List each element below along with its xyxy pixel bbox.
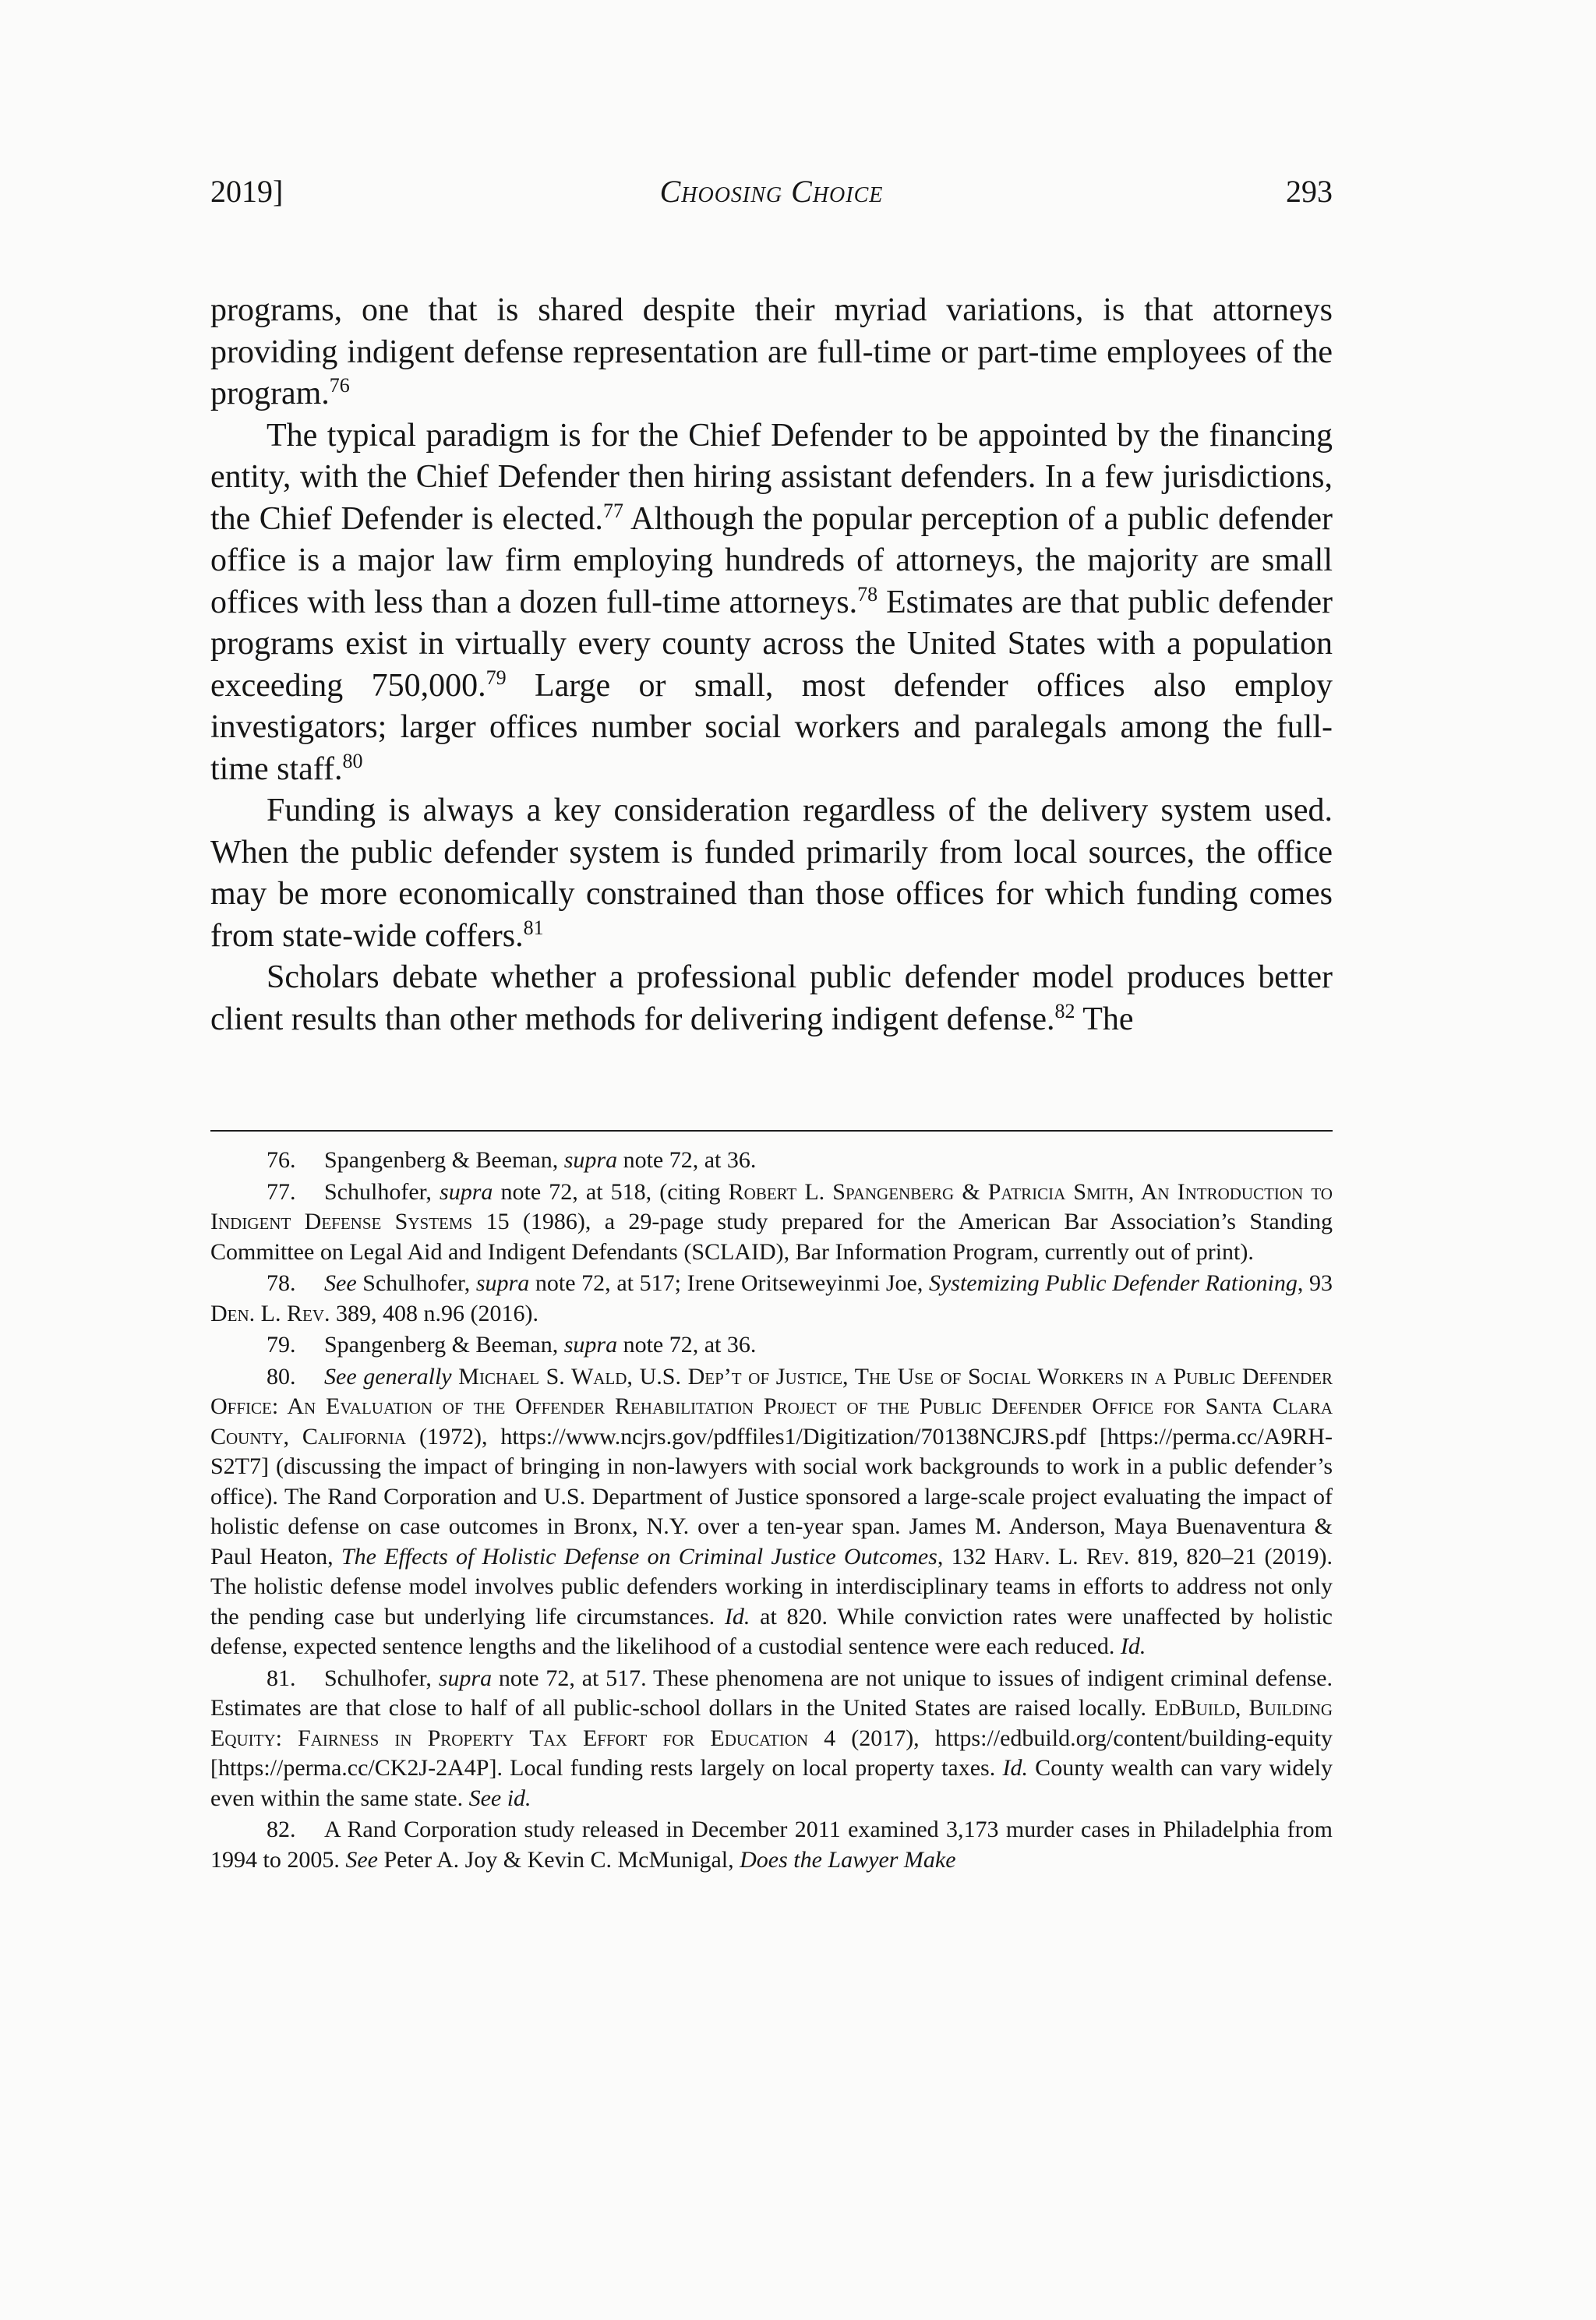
footnote-supra: supra xyxy=(475,1270,530,1296)
header-year: 2019] xyxy=(210,174,284,209)
paragraph-3-text: Funding is always a key consideration regardless of the delivery system used. When the public defender system is funded primarily from local sources, the office may be more economically constrained than those offices for which funding comes from state-wide coffers. xyxy=(210,793,1333,954)
paragraph-4-text-a: Scholars debate whether a professional public defender model produces better client results than other methods for delivering indigent defense. xyxy=(210,959,1333,1037)
footnote-article-title: Does the Lawyer Make xyxy=(740,1846,956,1873)
footnote-number: 81. xyxy=(267,1665,296,1691)
footnote-text: note 72, at 518, (citing xyxy=(493,1178,729,1205)
footnote-source-title: EdBuild, Building Equity: Fairness in Property Tax Effort for Education xyxy=(210,1695,1333,1751)
footnote-text: 819, 820–21 (2019). The holistic defense model involves public defenders working in interdisciplinary teams in efforts to address not only the pending case but underlying life circumstances. xyxy=(210,1543,1333,1630)
footnote-82 xyxy=(210,1815,1333,1875)
header-title: Choosing Choice xyxy=(659,174,884,209)
footnote-id: Id. xyxy=(1002,1755,1028,1781)
footnote-number: 82. xyxy=(267,1817,296,1842)
footnote-text: , 132 xyxy=(937,1543,994,1570)
footnote-source-title: Robert L. Spangenberg & Patricia Smith, An Introduction to Indigent Defense Systems xyxy=(210,1178,1333,1234)
footnote-76 xyxy=(210,1146,1333,1176)
footnote-text: Spangenberg & Beeman, xyxy=(324,1332,564,1358)
paragraph-1-text: programs, one that is shared despite their myriad variations, is that attorneys providing indigent defense representation are full-time or part-time employees of the program. xyxy=(210,292,1333,411)
footnote-id: Id. xyxy=(1120,1633,1146,1659)
footnote-ref-82[interactable]: 82 xyxy=(1054,999,1075,1022)
footnote-ref-76[interactable]: 76 xyxy=(329,374,350,397)
footnote-source-title: Michael S. Wald, U.S. Dep’t of Justice, The Use of Social Workers in a Public Defender Office: An Evaluation of the Offender Rehabilitation Project of the Public Defender Office for Santa Clara County, California xyxy=(210,1363,1333,1450)
footnote-divider xyxy=(210,1130,1333,1132)
paragraph-2-text-d: Large or small, most defender offices also employ investigators; larger offices number social workers and paralegals among the full-time staff. xyxy=(210,667,1333,787)
footnote-text: Peter A. Joy & Kevin C. McMunigal, xyxy=(377,1846,740,1873)
footnote-text: 15 (1986), a 29-page study prepared for the American Bar Association’s Standing Committee on Legal Aid and Indigent Defendants (SCLAID), Bar Information Program, currently out of print). xyxy=(210,1209,1333,1265)
running-header xyxy=(210,173,1333,212)
footnote-text: note 72, at 517. These phenomena are not unique to issues of indigent criminal defense. Estimates are that close to half of all public-school dollars in the United States are raised locally. xyxy=(210,1665,1333,1721)
footnote-id: Id. xyxy=(724,1603,750,1630)
footnote-ref-80[interactable]: 80 xyxy=(342,749,363,772)
footnote-journal: Harv. L. Rev. xyxy=(994,1543,1130,1570)
footnote-text: note 72, at 36. xyxy=(617,1147,757,1173)
footnote-number: 80. xyxy=(267,1363,296,1390)
footnote-text: at 820. While conviction rates were unaffected by holistic defense, expected sentence lengths and the likelihood of a custodial sentence were each reduced. xyxy=(210,1603,1333,1659)
paragraph-2 xyxy=(210,415,1333,791)
footnote-text: A Rand Corporation study released in December 2011 examined 3,173 murder cases in Philadelphia from 1994 to 2005. xyxy=(210,1817,1333,1873)
footnote-text: 389, 408 n.96 (2016). xyxy=(330,1300,538,1326)
footnote-supra: supra xyxy=(440,1178,493,1205)
footnote-id: See id. xyxy=(468,1785,531,1811)
footnote-text: note 72, at 517; Irene Oritseweyinmi Joe, xyxy=(529,1270,929,1296)
footnote-number: 79. xyxy=(267,1332,296,1358)
footnote-ref-79[interactable]: 79 xyxy=(486,666,507,689)
footnote-article-title: Systemizing Public Defender Rationing xyxy=(928,1270,1298,1296)
footnote-79 xyxy=(210,1330,1333,1361)
footnote-ref-78[interactable]: 78 xyxy=(857,582,878,606)
footnote-number: 78. xyxy=(267,1270,296,1296)
footnote-text: Schulhofer, xyxy=(324,1665,439,1691)
footnote-article-title: The Effects of Holistic Defense on Criminal Justice Outcomes xyxy=(341,1543,937,1570)
footnote-81 xyxy=(210,1664,1333,1814)
footnote-signal: See xyxy=(345,1846,378,1873)
paragraph-2-text-a: The typical paradigm is for the Chief Defender to be appointed by the financing entity, with the Chief Defender then hiring assistant defenders. In a few jurisdictions, the Chief Defender is elected. xyxy=(210,417,1333,537)
footnote-text: County wealth can vary widely even within the same state. xyxy=(210,1755,1333,1811)
footnote-80 xyxy=(210,1362,1333,1662)
footnote-signal: See generally xyxy=(324,1363,452,1390)
footnote-number: 77. xyxy=(267,1178,296,1205)
footnote-number: 76. xyxy=(267,1147,296,1173)
footnote-signal: See xyxy=(324,1270,357,1296)
main-text xyxy=(210,290,1333,1040)
footnote-text: Schulhofer, xyxy=(324,1178,440,1205)
footnote-text: Schulhofer, xyxy=(356,1270,476,1296)
footnote-text: Spangenberg & Beeman, xyxy=(324,1147,564,1173)
paragraph-2-text-c: Estimates are that public defender programs exist in virtually every county across the United States with a population exceeding 750,000. xyxy=(210,584,1333,704)
paragraph-3 xyxy=(210,790,1333,957)
footnote-ref-77[interactable]: 77 xyxy=(602,499,623,522)
paragraph-1 xyxy=(210,290,1333,415)
paragraph-4-text-b: The xyxy=(1075,1001,1134,1037)
paragraph-4 xyxy=(210,957,1333,1040)
footnote-journal: Den. L. Rev. xyxy=(210,1300,330,1326)
footnotes xyxy=(210,1146,1333,1877)
footnote-supra: supra xyxy=(563,1332,618,1358)
footnote-supra: supra xyxy=(563,1147,618,1173)
footnote-text: (1972), https://www.ncjrs.gov/pdffiles1/Digitization/70138NCJRS.pdf [https://perma.cc/A9RH-S2T7] (discussing the impact of bringing in non-lawyers with social work backgrounds to work in a public defender’s office). The Rand Corporation and U.S. Department of Justice sponsored a large-scale project evaluating the impact of holistic defense on case outcomes in Bronx, N.Y. over a ten-year span. James M. Anderson, Maya Buenaventura & Paul Heaton, xyxy=(210,1423,1333,1570)
footnote-ref-81[interactable]: 81 xyxy=(523,916,544,939)
footnote-supra: supra xyxy=(438,1665,493,1691)
paragraph-2-text-b: Although the popular perception of a public defender office is a major law firm employing hundreds of attorneys, the majority are small offices with less than a dozen full-time attorneys. xyxy=(210,500,1333,620)
footnote-77 xyxy=(210,1178,1333,1268)
footnote-text: note 72, at 36. xyxy=(617,1332,757,1358)
page-number: 293 xyxy=(1286,174,1333,209)
footnote-text: 4 (2017), https://edbuild.org/content/building-equity [https://perma.cc/CK2J-2A4P]. Local funding rests largely on local property taxes. xyxy=(210,1725,1333,1781)
footnote-78 xyxy=(210,1269,1333,1329)
footnote-text: , 93 xyxy=(1297,1270,1333,1296)
